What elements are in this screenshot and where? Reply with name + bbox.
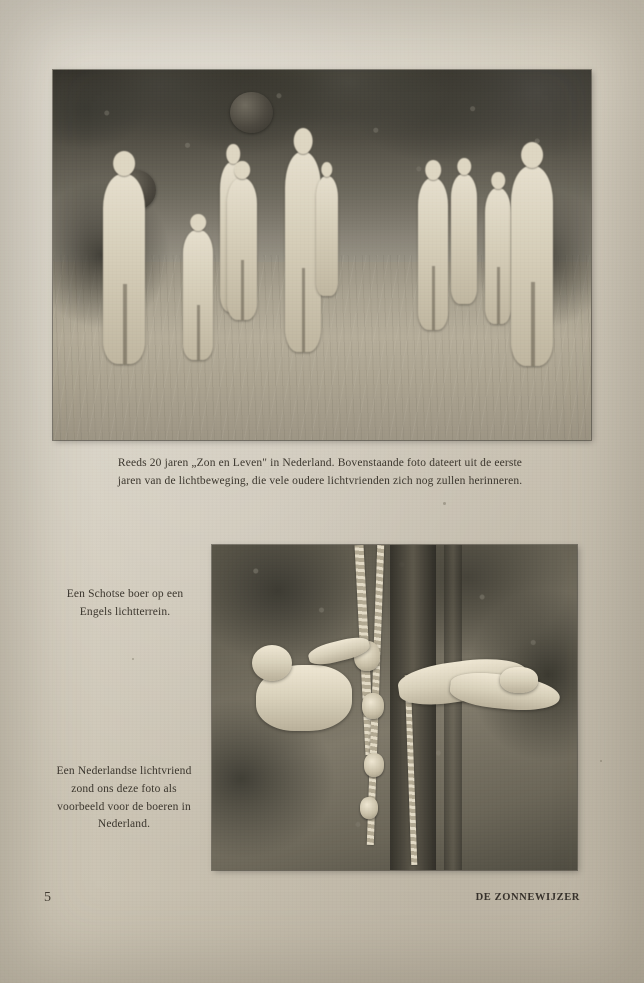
climber-head xyxy=(252,645,292,681)
figure-head xyxy=(294,128,313,154)
figure-10 xyxy=(511,166,553,366)
photo-rope-climber xyxy=(212,545,577,870)
paper-speck xyxy=(443,502,446,505)
caption-top-line-2: jaren van de lichtbeweging, die vele oudere lichtvrienden zich nog zullen herinneren. xyxy=(117,474,523,487)
figure-leg-split xyxy=(197,305,199,360)
figure-head xyxy=(113,151,135,176)
figure-leg-split xyxy=(497,267,499,324)
caption-low-line-3: voorbeeld voor de boeren in xyxy=(57,800,191,813)
paper-speck xyxy=(132,658,134,660)
figure-head xyxy=(234,161,250,179)
figure-head xyxy=(457,158,471,175)
figure-6 xyxy=(316,176,338,296)
footer-publication-title: DE ZONNEWIJZER xyxy=(475,892,580,903)
figure-head xyxy=(491,172,505,190)
page-number: 5 xyxy=(44,890,51,905)
figure-2 xyxy=(183,230,213,360)
figure-head xyxy=(226,144,240,164)
figure-leg-split xyxy=(123,284,126,364)
caption-scottish-farmer xyxy=(40,586,210,622)
figure-head xyxy=(190,214,206,231)
rope-knot-bottom xyxy=(360,797,378,819)
figure-1 xyxy=(103,174,145,364)
tree-trunk-secondary xyxy=(444,545,462,870)
caption-top-photo xyxy=(60,455,580,491)
caption-mid-line-1: Een Schotse boer op een xyxy=(66,588,184,600)
figure-leg-split xyxy=(432,266,434,330)
ball-airborne xyxy=(230,92,273,133)
caption-dutch-lightfriend xyxy=(34,763,214,834)
caption-mid-line-2: Engels lichtterrein. xyxy=(79,605,171,618)
rope-knot-lower xyxy=(364,753,384,777)
figure-leg-split xyxy=(241,260,243,320)
caption-top-line-1: Reeds 20 jaren „Zon en Leven" in Nederland. Bovenstaande foto dateert uit de eerste xyxy=(117,457,523,469)
figure-8 xyxy=(451,174,477,304)
climber-foot xyxy=(500,667,538,693)
photo-volleyball-group xyxy=(53,70,591,440)
figure-head xyxy=(521,142,543,168)
paper-speck xyxy=(600,760,602,762)
figure-9 xyxy=(485,188,511,324)
figure-leg-split xyxy=(531,282,534,366)
figure-7 xyxy=(418,178,448,330)
figure-4 xyxy=(227,178,257,320)
figure-head xyxy=(425,160,441,180)
figure-leg-split xyxy=(302,268,305,352)
rope-knot-middle xyxy=(362,693,384,719)
caption-low-line-2: zond ons deze foto als xyxy=(71,782,177,795)
figure-head xyxy=(321,162,332,178)
caption-low-line-4: Nederland. xyxy=(97,818,151,831)
caption-low-line-1: Een Nederlandse lichtvriend xyxy=(56,765,192,777)
